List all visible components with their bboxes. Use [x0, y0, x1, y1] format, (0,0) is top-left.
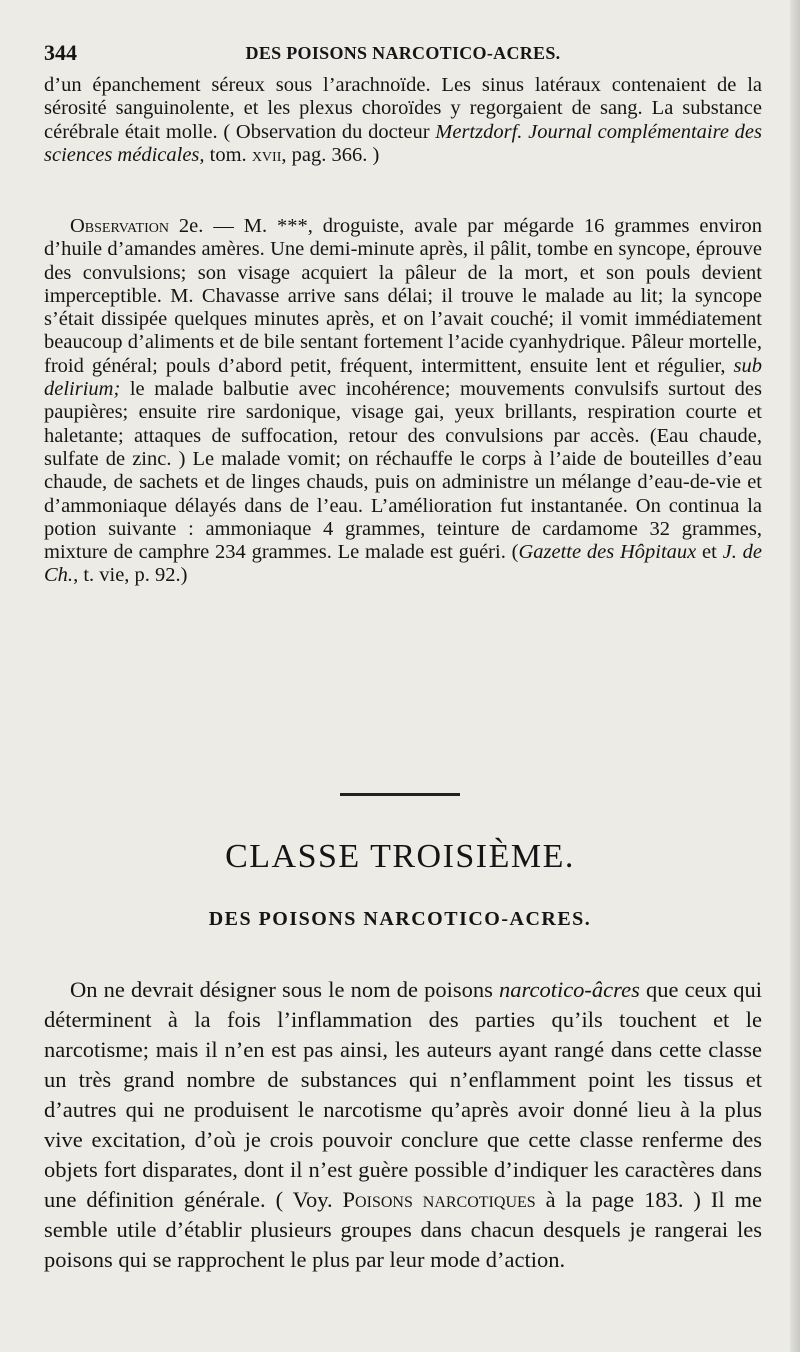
text: 2e. — M. ***, droguiste, avale par mégarde 16 grammes environ d’huile d’amandes amères. Une demi-minute après, il pâlit, tombe en syncope, éprouve des convulsions; son visage acquiert la pâleur de la mort, et son pouls devient imperceptible. M. Chavasse arrive sans délai; il trouve le malade au lit; la syncope s’était dissipée quelques minutes après, et on l’avait couché; il vomit immédiatement beaucoup d’aliments et de bile sentant fortement l’acide cyanhydrique. Pâleur mortelle, froid général; pouls d’abord petit, fréquent, intermittent, ensuite lent et régulier,: [44, 215, 762, 377]
text: et: [696, 541, 723, 564]
paragraph-observation-2: [44, 215, 762, 588]
paragraph-intro: [44, 975, 762, 1275]
section-divider: [340, 793, 460, 796]
page-header: [44, 40, 762, 68]
running-title: DES POISONS NARCOTICO-ACRES.: [245, 43, 561, 63]
text: à la page 183. ) Il me semble utile d’établir plusieurs groupes dans chacun desquels je rangerai les poisons qui se rapprochent le plus par leur mode d’action.: [44, 1187, 762, 1272]
observation-label: Observation: [70, 215, 169, 237]
citation: Mertzdorf. Journal complémentaire des sciences médicales,: [44, 120, 762, 166]
text: d’un épanchement séreux sous l’arachnoïde. Les sinus latéraux contenaient de la sérosité sanguinolente, et les plexus choroïdes y regorgaient de sang. La substance cérébrale était molle. ( Observation du docteur: [44, 74, 762, 143]
page-number: 344: [44, 40, 77, 65]
paragraph-observation-end: [44, 74, 762, 167]
citation: J. de Ch.: [44, 541, 763, 587]
italic-term: narcotico-âcres: [499, 977, 640, 1002]
cross-reference: Poisons narcotiques: [342, 1187, 536, 1212]
text: , pag. 366. ): [281, 143, 380, 166]
volume-number: xvii: [251, 143, 282, 166]
italic-phrase: sub delirium;: [44, 354, 762, 401]
text: , t. vie, p. 92.): [73, 564, 188, 587]
text: que ceux qui déterminent à la fois l’inflammation des parties qu’ils touchent et le narcotisme; mais il n’en est pas ainsi, les auteurs ayant rangé dans cette classe un très grand nombre de substances qui n’enflamment point les tissus et d’autres qui ne produisent le narcotisme qu’après avoir donné lieu à la plus vive excitation, d’où je crois pouvoir conclure que cette classe renferme des objets fort disparates, dont il n’est guère possible d’indiquer les caractères dans une définition générale. ( Voy.: [44, 977, 762, 1212]
text: On ne devrait désigner sous le nom de poisons: [70, 977, 500, 1002]
text: le malade balbutie avec incohérence; mouvements convulsifs surtout des paupières; ensuite rire sardonique, visage gai, yeux brillants, respiration courte et haletante; attaques de suffocation, retour des convulsions par accès. (Eau chaude, sulfate de zinc. ) Le malade vomit; on réchauffe le corps à l’aide de bouteilles d’eau chaude, de sachets et de linges chauds, puis on administre un mélange d’eau-de-vie et d’ammoniaque délayés dans de l’eau. L’amélioration fut instantanée. On continua la potion suivante : ammoniaque 4 grammes, teinture de cardamome 32 grammes, mixture de camphre 234 grammes. Le malade est guéri. (: [44, 378, 762, 564]
section-heading: CLASSE TROISIÈME.: [225, 838, 575, 875]
page-edge: [790, 0, 800, 1352]
section-subheading: DES POISONS NARCOTICO-ACRES.: [208, 908, 592, 930]
citation: Gazette des Hôpitaux: [518, 541, 697, 564]
text: tom.: [204, 143, 252, 166]
